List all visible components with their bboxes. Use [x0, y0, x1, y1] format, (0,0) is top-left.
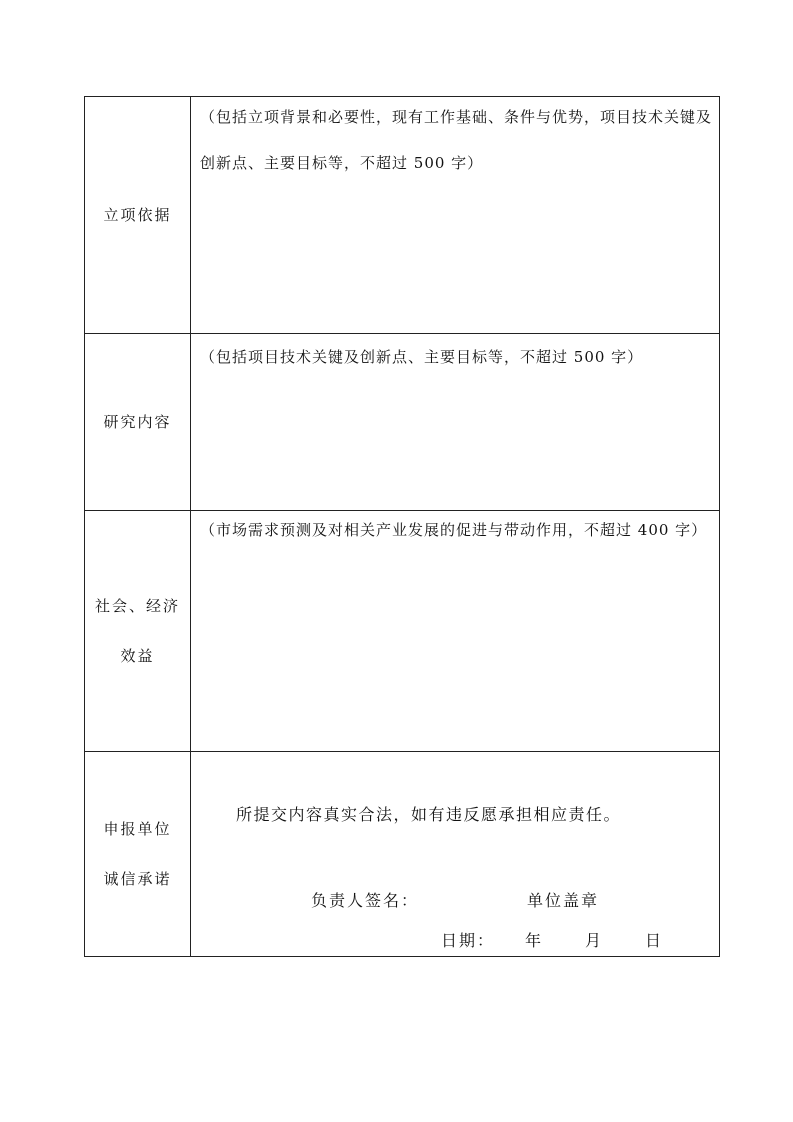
research-content-row — [85, 334, 720, 511]
benefit-label-line2: 效益 — [120, 647, 155, 665]
date-year-label: 年 — [525, 931, 544, 950]
research-content-field[interactable] — [191, 334, 720, 511]
pledge-label-line1: 申报单位 — [103, 820, 172, 838]
project-basis-hint: （包括立项背景和必要性，现有工作基础、条件与优势，项目技术关键及创新点、主要目标等，不超过 500 字） — [200, 108, 713, 172]
benefit-label-line1: 社会、经济 — [94, 597, 180, 615]
social-economic-benefit-label — [85, 511, 191, 752]
project-basis-label: 立项依据 — [85, 97, 191, 334]
social-economic-benefit-hint: （市场需求预测及对相关产业发展的促进与带动作用，不超过 400 字） — [200, 521, 708, 539]
social-economic-benefit-row — [85, 511, 720, 752]
research-content-label: 研究内容 — [85, 334, 191, 511]
integrity-pledge-label — [85, 752, 191, 957]
social-economic-benefit-field[interactable] — [191, 511, 720, 752]
application-form-table — [84, 96, 720, 957]
date-label: 日期： — [441, 931, 496, 950]
date-field[interactable] — [441, 928, 663, 951]
integrity-pledge-content — [191, 752, 720, 957]
integrity-pledge-row — [85, 752, 720, 957]
date-month-label: 月 — [585, 931, 604, 950]
date-day-label: 日 — [645, 931, 664, 950]
pledge-label-line2: 诚信承诺 — [103, 870, 172, 888]
project-basis-field[interactable] — [191, 97, 720, 334]
unit-seal-field[interactable]: 单位盖章 — [527, 891, 600, 910]
pledge-statement: 所提交内容真实合法，如有违反愿承担相应责任。 — [236, 805, 622, 824]
project-basis-row — [85, 97, 720, 334]
signer-signature-field[interactable]: 负责人签名： — [311, 891, 420, 910]
research-content-hint: （包括项目技术关键及创新点、主要目标等，不超过 500 字） — [200, 348, 644, 366]
